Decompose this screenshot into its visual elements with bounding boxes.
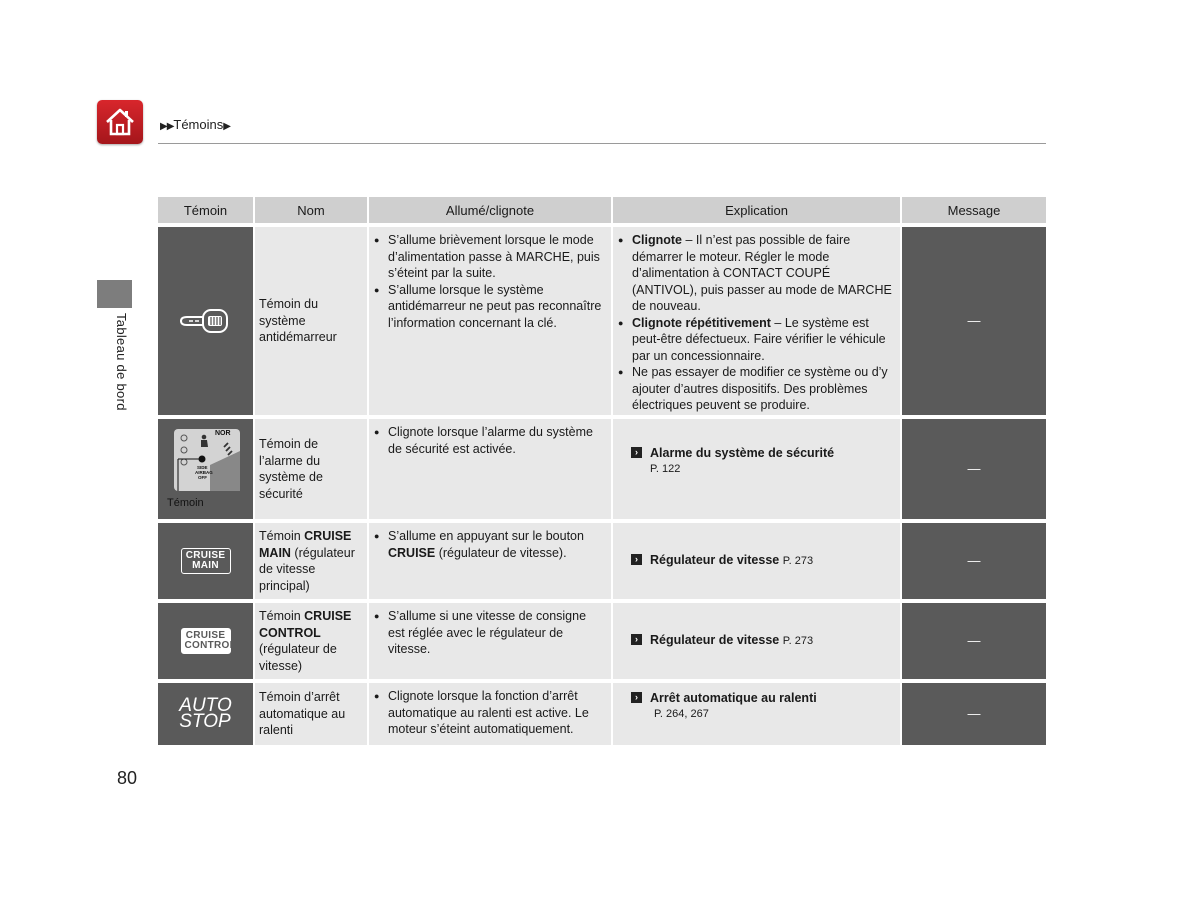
icon-text-line: CRUISE bbox=[185, 550, 226, 561]
cross-reference[interactable] bbox=[635, 445, 900, 462]
message-cell: — bbox=[902, 227, 1046, 415]
icon-text-line: AUTO bbox=[179, 695, 232, 716]
page-number: 80 bbox=[117, 768, 138, 788]
list-item bbox=[617, 315, 894, 365]
list-item: ● Clignote lorsque l’alarme du système de sécurité est activée. bbox=[373, 424, 605, 457]
breadcrumb[interactable] bbox=[160, 117, 230, 132]
security-alarm-icon bbox=[174, 429, 240, 491]
name-cell bbox=[255, 603, 367, 679]
name-cell bbox=[255, 419, 367, 519]
message-cell: — bbox=[902, 603, 1046, 679]
lit-suffix: (régulateur de vitesse). bbox=[435, 545, 567, 560]
nor-label: NOR bbox=[215, 430, 231, 437]
breadcrumb-arrow: ▶ bbox=[223, 121, 230, 132]
home-icon bbox=[104, 106, 136, 138]
indicator-cell bbox=[158, 419, 253, 519]
indicator-name bbox=[259, 608, 361, 674]
reference-arrow-icon: › bbox=[631, 447, 642, 458]
icon-text-line: MAIN bbox=[192, 560, 219, 571]
off-label: OFF bbox=[198, 475, 207, 480]
immobilizer-key-icon bbox=[179, 307, 233, 335]
message-cell: — bbox=[902, 419, 1046, 519]
reference-title[interactable]: Régulateur de vitesse bbox=[650, 633, 780, 648]
reference-arrow-icon: › bbox=[631, 554, 642, 565]
table-row bbox=[158, 227, 1046, 415]
list-item: ● S’allume lorsque le système antidémarreur ne peut pas reconnaître l’information concernant la clé. bbox=[373, 282, 605, 332]
explanation-text: Ne pas essayer de modifier ce système ou d’y ajouter d’autres dispositifs. Des problèmes électriques peuvent se produire. bbox=[632, 365, 888, 412]
explanation-bold: Clignote répétitivement bbox=[632, 315, 771, 330]
header-cell-explication: Explication bbox=[613, 197, 900, 223]
explanation-cell bbox=[613, 523, 900, 599]
explanation-cell bbox=[613, 227, 900, 415]
indicator-name bbox=[259, 528, 361, 594]
explanation-cell bbox=[613, 603, 900, 679]
cross-reference[interactable] bbox=[635, 632, 900, 650]
name-suffix: (régulateur de vitesse principal) bbox=[259, 545, 355, 593]
lit-cell bbox=[369, 227, 611, 415]
cruise-control-icon bbox=[181, 628, 237, 654]
indicator-cell bbox=[158, 683, 253, 745]
airbag-label: AIRBAG bbox=[195, 470, 213, 475]
lit-prefix: S’allume en appuyant sur le bouton bbox=[388, 529, 584, 543]
message-cell: — bbox=[902, 683, 1046, 745]
lit-cell bbox=[369, 523, 611, 599]
list-item bbox=[373, 528, 605, 561]
indicator-name: Témoin d’arrêt automatique au ralenti bbox=[259, 690, 346, 738]
lit-cell bbox=[369, 603, 611, 679]
header-cell-nom: Nom bbox=[255, 197, 367, 223]
name-prefix: Témoin bbox=[259, 609, 305, 623]
reference-page[interactable]: P. 273 bbox=[782, 635, 814, 648]
table-row bbox=[158, 603, 1046, 679]
message-cell: — bbox=[902, 523, 1046, 599]
cross-reference[interactable] bbox=[635, 552, 900, 570]
explanation-text: – Le système est peut-être défectueux. Faire vérifier le véhicule par un concessionnaire. bbox=[632, 315, 886, 363]
indicator-cell bbox=[158, 603, 253, 679]
chapter-label: Tableau de bord bbox=[114, 313, 129, 411]
reference-arrow-icon: › bbox=[631, 692, 642, 703]
reference-page[interactable]: P. 122 bbox=[650, 463, 681, 475]
reference-title[interactable]: Alarme du système de sécurité bbox=[650, 445, 835, 460]
auto-stop-icon bbox=[179, 695, 232, 732]
header-cell-message: Message bbox=[902, 197, 1046, 223]
icon-text-line: CONTROL bbox=[184, 640, 237, 651]
reference-title[interactable]: Régulateur de vitesse bbox=[650, 553, 780, 568]
explanation-bold: Clignote bbox=[632, 233, 682, 247]
lit-cell bbox=[369, 683, 611, 745]
icon-text-line: CRUISE bbox=[185, 630, 226, 641]
name-suffix: (régulateur de vitesse) bbox=[259, 642, 337, 673]
list-item: ● Clignote lorsque la fonction d’arrêt automatique au ralenti est active. Le moteur s’éteint automatiquement. bbox=[373, 688, 605, 738]
table-row bbox=[158, 523, 1046, 599]
name-cell bbox=[255, 683, 367, 745]
breadcrumb-label[interactable]: Témoins bbox=[173, 117, 224, 132]
explanation-cell bbox=[613, 419, 900, 519]
table-row bbox=[158, 683, 1046, 745]
name-prefix: Témoin bbox=[259, 529, 305, 543]
list-item: ● S’allume si une vitesse de consigne est réglée avec le régulateur de vitesse. bbox=[373, 608, 605, 658]
table-row bbox=[158, 419, 1046, 519]
side-label: SIDE bbox=[197, 465, 208, 470]
indicator-cell bbox=[158, 523, 253, 599]
name-cell bbox=[255, 227, 367, 415]
header-divider bbox=[158, 143, 1046, 144]
cruise-main-icon bbox=[181, 548, 231, 574]
name-bold: CRUISE MAIN bbox=[259, 529, 352, 560]
reference-page[interactable]: P. 264, 267 bbox=[654, 708, 709, 720]
indicator-name: Témoin de l’alarme du système de sécurité bbox=[259, 437, 323, 501]
indicator-cell bbox=[158, 227, 253, 415]
header-cell-allume: Allumé/clignote bbox=[369, 197, 611, 223]
lit-cell bbox=[369, 419, 611, 519]
indicator-name: Témoin du système antidémarreur bbox=[259, 297, 337, 345]
home-button[interactable] bbox=[97, 100, 143, 144]
name-bold: CRUISE CONTROL bbox=[259, 609, 352, 640]
cross-reference[interactable] bbox=[635, 690, 900, 707]
reference-page[interactable]: P. 273 bbox=[782, 555, 814, 568]
indicator-table bbox=[158, 197, 1046, 749]
table-header-row bbox=[158, 197, 1046, 223]
reference-arrow-icon: › bbox=[631, 634, 642, 645]
header-cell-temoin: Témoin bbox=[158, 197, 253, 223]
list-item bbox=[617, 364, 894, 414]
lit-bold: CRUISE bbox=[388, 545, 436, 560]
icon-text-line: STOP bbox=[179, 711, 231, 732]
chapter-tab bbox=[97, 280, 132, 308]
list-item bbox=[617, 232, 894, 315]
explanation-text: – Il n’est pas possible de faire démarrer le moteur. Régler le mode d’alimentation à CONTACT COUPÉ (ANTIVOL), puis passer au mode de MARCHE de nouveau. bbox=[632, 233, 892, 313]
explanation-cell bbox=[613, 683, 900, 745]
reference-title[interactable]: Arrêt automatique au ralenti bbox=[650, 690, 817, 705]
name-cell bbox=[255, 523, 367, 599]
indicator-caption: Témoin bbox=[167, 496, 204, 509]
list-item: ● S’allume brièvement lorsque le mode d’alimentation passe à MARCHE, puis s’éteint par la suite. bbox=[373, 232, 605, 282]
breadcrumb-arrows: ▶▶ bbox=[160, 121, 174, 132]
